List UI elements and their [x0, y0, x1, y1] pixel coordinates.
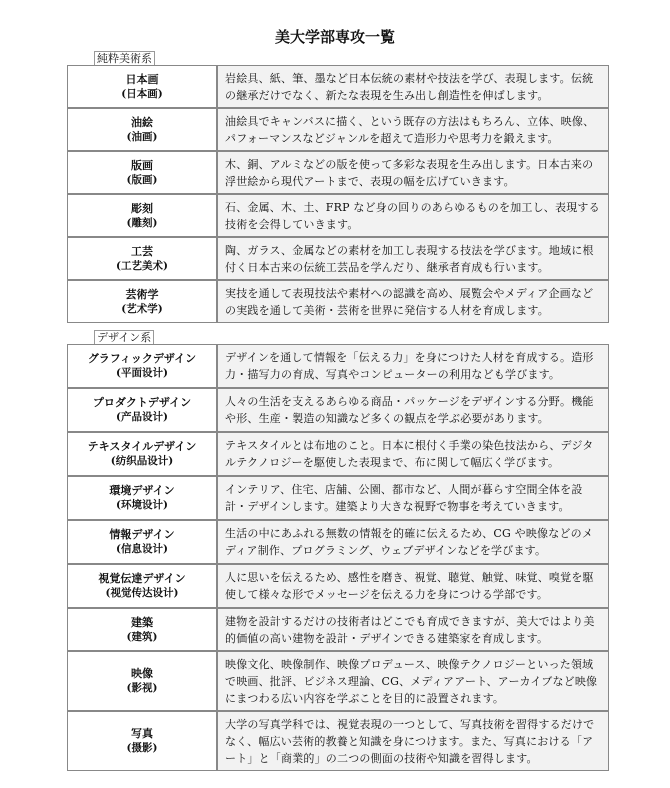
table-row — [67, 651, 609, 711]
major-name-cell — [67, 65, 217, 108]
major-name-chinese: (产品设计) — [116, 411, 168, 423]
major-description: 木、銅、アルミなどの版を使って多彩な表現を生み出します。日本古来の浮世絵から現代アートまで、表現の幅を広げていきます。 — [217, 151, 609, 194]
major-name-chinese: (雕刻) — [126, 216, 158, 229]
major-name: グラフィックデザイン — [87, 352, 197, 365]
fine-art-table — [67, 65, 609, 323]
major-name-chinese: (版画) — [126, 173, 158, 186]
table-row — [67, 280, 609, 323]
major-name-cell — [67, 388, 217, 432]
major-name-chinese: (工艺美术) — [116, 259, 168, 272]
major-name-cell — [67, 344, 217, 388]
major-name-cell — [67, 194, 217, 237]
major-description: インテリア、住宅、店舗、公園、都市など、人間が暮らす空間全体を設計・デザインします。建築より大きな視野で物事を考えていきます。 — [217, 476, 609, 520]
major-description: 映像文化、映像制作、映像プロデュース、映像テクノロジーといった領域で映画、批評、ビジネス理論、CG、メディアアート、アーカイブなど映像にまつわる広い内容を学ぶことを目的に設置されます。 — [217, 651, 609, 711]
major-name-chinese: (影视) — [126, 682, 158, 694]
major-name: 情報デザイン — [109, 528, 175, 541]
major-name-chinese: (艺术学) — [121, 302, 163, 315]
table-row — [67, 151, 609, 194]
major-name-chinese: (建筑) — [126, 630, 158, 643]
major-name: プロダクトデザイン — [92, 396, 192, 409]
major-description: 生活の中にあふれる無数の情報を的確に伝えるため、CG や映像などのメディア制作、プログラミング、ウェブデザインなどを学びます。 — [217, 520, 609, 564]
major-description: 人に思いを伝えるため、感性を磨き、視覚、聴覚、触覚、味覚、嗅覚を駆使して様々な形でメッセージを伝える力を身につける学部です。 — [217, 564, 609, 608]
major-name-chinese: (纺织品设计) — [110, 455, 174, 467]
section-label-design: デザイン系 — [94, 330, 154, 345]
major-description: テキスタイルとは布地のこと。日本に根付く手業の染色技法から、デジタルテクノロジーを駆使した表現まで、布に関して幅広く学びます。 — [217, 432, 609, 476]
major-name: 彫刻 — [131, 201, 153, 215]
major-name-cell — [67, 151, 217, 194]
major-name: 視覚伝達デザイン — [98, 572, 186, 585]
major-description: 人々の生活を支えるあらゆる商品・パッケージをデザインする分野。機能や形、生産・製造の知識など多くの観点を学ぶ必要があります。 — [217, 388, 609, 432]
major-description: 陶、ガラス、金属などの素材を加工し表現する技法を学びます。地域に根付く日本古来の伝統工芸品を学んだり、継承者育成も行います。 — [217, 237, 609, 280]
document-title: 美大学部専攻一覧 — [274, 28, 395, 46]
table-row — [67, 476, 609, 520]
table-row — [67, 711, 609, 771]
major-name-cell — [67, 564, 217, 608]
major-name: 油絵 — [131, 115, 153, 129]
major-description: デザインを通して情報を「伝える力」を身につけた人材を育成する。造形力・描写力の育成、写真やコンピューターの利用なども学びます。 — [217, 344, 609, 388]
major-description: 岩絵具、紙、筆、墨など日本伝統の素材や技法を学び、表現します。伝統の継承だけでなく、新たな表現を生み出し創造性を伸ばします。 — [217, 65, 609, 108]
major-description: 実技を通して表現技法や素材への認識を高め、展覧会やメディア企画などの実践を通して美術・芸術を世界に発信する人材を育成します。 — [217, 280, 609, 323]
major-name: 建築 — [131, 615, 153, 629]
major-name: テキスタイルデザイン — [87, 440, 197, 453]
major-name-chinese: (环境设计) — [116, 499, 168, 511]
major-name: 版画 — [131, 158, 153, 172]
major-name-cell — [67, 651, 217, 711]
major-name-cell — [67, 237, 217, 280]
table-row — [67, 388, 609, 432]
major-name-cell — [67, 108, 217, 151]
table-row — [67, 108, 609, 151]
major-name: 環境デザイン — [109, 484, 175, 497]
major-name-cell — [67, 280, 217, 323]
table-row — [67, 237, 609, 280]
major-name-cell — [67, 711, 217, 771]
table-row — [67, 564, 609, 608]
major-name-cell — [67, 476, 217, 520]
major-name: 日本画 — [125, 72, 159, 86]
table-row — [67, 608, 609, 651]
table-row — [67, 520, 609, 564]
major-description: 油絵具でキャンバスに描く、という既存の方法はもちろん、立体、映像、パフォーマンスなどジャンルを超えて造形力や思考力を鍛えます。 — [217, 108, 609, 151]
table-row — [67, 194, 609, 237]
major-name: 映像 — [131, 667, 153, 680]
major-name-chinese: (平面设计) — [116, 367, 168, 379]
major-name: 写真 — [131, 727, 153, 740]
major-name-chinese: (日本画) — [121, 87, 163, 100]
major-name-cell — [67, 432, 217, 476]
major-name-cell — [67, 520, 217, 564]
major-name-chinese: (视觉传达设计) — [105, 587, 179, 599]
table-row — [67, 344, 609, 388]
major-name: 芸術学 — [125, 287, 159, 301]
major-description: 大学の写真学科では、視覚表現の一つとして、写真技術を習得するだけでなく、幅広い芸術的教養と知識を身につけます。また、写真における「アート」と「商業的」の二つの側面の技術や知識を習得します。 — [217, 711, 609, 771]
major-name-chinese: (油画) — [126, 130, 158, 143]
design-table — [67, 344, 609, 771]
major-name: 工芸 — [131, 244, 153, 258]
major-name-chinese: (信息设计) — [116, 543, 168, 555]
major-description: 建物を設計するだけの技術者はどこでも育成できますが、美大ではより美的価値の高い建物を設計・デザインできる建築家を育成します。 — [217, 608, 609, 651]
major-name-cell — [67, 608, 217, 651]
table-row — [67, 65, 609, 108]
major-name-chinese: (摄影) — [126, 742, 158, 754]
table-row — [67, 432, 609, 476]
section-label-fine-art: 純粋美術系 — [94, 51, 155, 66]
major-description: 石、金属、木、土、FRP など身の回りのあらゆるものを加工し、表現する技術を会得していきます。 — [217, 194, 609, 237]
